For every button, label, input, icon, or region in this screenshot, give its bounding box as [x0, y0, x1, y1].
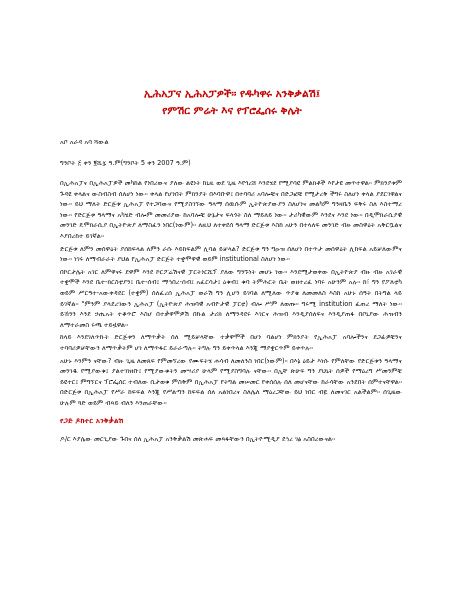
document-title: [0, 86, 464, 120]
section-heading: የጋድ ዶክተር አንቅቃልሽ: [60, 416, 124, 426]
title-line-2: የምሽር ምሬት እና የፕሮፌሰሩ ቅሌት: [162, 105, 302, 117]
date-line: ግንቦት ፭ ቀን ፪ሺ፯ ዓ.ም(ግንቦት 5 ቀን 2007 ዓ.ም): [60, 159, 191, 167]
paragraph-4: ከላይ እንደገለጥኩት ድርጅቱን ለማጥቃት ሰለ ሚይቻላቸው ተቃዋሞች በሆነ ባልሆነ ምክንያት የኢሕአፓ አባሎችንና ደጋፊዎቹንና ተባባሪዎቻቸውን ለማጥቃትም ሆነ ለማጥፋር ይራራጣሉ፡፡ ትግሉ ግን ይቀጥላል እንጂ ማያቋርጥም ይቀጥሉ፡፡: [60, 333, 402, 352]
paragraph-1: በኢሕአፓና በኢሕአፓዎች መካከል የነበረውና ያለው ልዩነት ከኒዚ ወደ ጊዜ እየጎረሸ እንደሄደ የሚያሳዩ ምልክቶች እየታዩ መጥተዋል፡፡ ምክንያቱም ጉዳዩ ቀላልና ውስብስብ ሰለሆነ ነው፡፡ ቀላል የሆነበት ምክንያት በእባቡዋ፤ በተባባሪ አባሎቹና በድጋፎቹ የሚታረቅ ችግሩ ስለሆነ ቀላል ያደርገዋልና ነው፡፡ ይህ ማለት ድርጅቱ ኢሕአፓ የተጋባውና የሚያስገኘው ዓላማ ሰዉሱም ኢትዮጵያውያን ስለሆነና መልካም ግንዛቤን ፍቅሩ ስለ እስተማረ ነው፡፡ የድርጅቱ ዓላማና አካሄድ ብሎም መመሪያው ከአባሎቹ ሁኔታና ፍላጎት ስለ ማይለይ ነው፡፡ ታሪካዊውም እንደና እንደ ነው፡፡ በዲሞክራሲያዊ መንገድ ዴሞክራሲያ በኢትዮጵያ ለማስፈን ነበር(ነውም)፡፡ ለዚህ ለተቀደሰ ዓላማ ድርጅቱ እስከ አሁን በተላለፍ መንገድ ብዙ መስዋዕት አቅርቧልና እያበረከተ ይገኛል፡፡: [60, 179, 402, 240]
paragraph-3: በኮርታሌት አገር ለምዋናሩ ደዋም እንደ ኮርፖሬሽናዊ ፓርትነርሺፕ ያለው ግንኙነት መሆኑ ነው፡፡ እንደሚታወቀው በኢትዮጵያ ብዙ ብዙ አገራዊ ተቋሞች እንደ ቤተ-ክርስቲያን፤ ቤተ-ሰብ፤ ማኅበረ-ሰብ፤ አፈርሳታ፤ ዕቁብ፤ ቁባ ትምሕርት ቤት ወዘተረፈ ነባሩ አሁንም አሉ፡፡ ከ፣ ግን የፖለቲካ ወይም ሥርዓተ-አውቀዳደር (ተቋም) ሰለፈረሰ ኢሕአፓ ወራሽ ግን ሊሆን ይገባል ለሚለው ጥያቄ ለመመለስ እስከ አሁኑ ሰዓት በትግል ላይ ይገኛል፡፡ "ምንም ያላደረገውን ኢሕአፓ (ኢትዮጵያ ሕዝባዊ አብዮታዊ ፓርቲ) ብሎ ሥም ለወጡ፡፡ ግሩሚ institution ፈጠረ ማለት ነው፡፡ ይኸንን እንደ ኃጢአት ተቆጥሮ እስሆ በተቃዋሞዎሽ በኩል ታሪክ ለማንዳደሩ እገርና ሕዝብ እንዲያሰለፍና እንዲያጠፋ በቦኒያው ሕዝብን ለማተራመስ ሩጫ ተይዟዋል፡፡: [60, 267, 402, 329]
paragraph-5: አሁኑ እንምን ናቸው? ብዙ ጊዜ ለመጸፍ የምመኘረው የሙፍትሄ ሐሳብ ለመለንስ ነበር(ነውም)፡፡ በእኔ ዕይታ እነሱ የምለቸው የድርጅቱን ዓላማና መንገዱ የሚያውቁ፤ ያልተገነዘቡ፤ የሚያውቁትን መሣሪያ ሁላም የሚያስግባሉ ናቸው፡፡ በኢቸ ጽሁፍ ግን ያህኒት ሰዎች የማዕረግ ሥመንምቹ ይዩተር፤ ምግኘርና ፕሮፌሰር ተብለው ቢታወቁ ምስቅም በኢሕአፓ የትግል መሠመር የቀሰሰሉ ሰለ መሆናቸው ከራሳቸው አንደበት ሰምተናቸዋል፡፡ በድርጅቱ በኢሕአፓ የሥራ ከፍፍል እንጂ የሥልጣን ከፍፍል ሰለ አልነበረና ስለሌለ ማዕረጋቸው ይህ ነበር ብዬ ለመናገር አልችልም፡፡ ሰጊዜው ሁሉም ጓድ ወይም ብጻይ ብለን እንጠራቸው፡፡: [60, 356, 402, 407]
title-line-1: ኢሕአፓና ኢሕአፓዎች፡፡ የዱካዋሩ አንቅቃልሽ፤: [143, 88, 321, 100]
paragraph-2: ድርጅቱ ለምን መሰዋዕት ያሰከፍላል ለምን ራሱ እይከፍልም ሊባል ይቻላል? ድርጅቱ ግን ግዑዝ ሰለሆነ በተጥታ መሰዋዕት ሊከፍል አይቻለውምና ነው፡፡ ነገሩ ለማብራራት ያህል የኢሕአፓ ድርጅት ተቋሞዋዊ ወይም institutional ስለሆነ ነው፡፡: [60, 244, 402, 264]
document-body: [60, 138, 402, 447]
author-line: አቦ አራዳ አባ ሻውል: [60, 138, 109, 146]
paragraph-6: ዶ/ር እያሌው መርጊያው ጉበና ሰለ ኢሕአፓ አንቅቃልሽ መጽሐፍ መጻፋቸውን በኢትዮሚዲያ ደኅረ ገፅ አስበረውናል፡፡: [60, 435, 336, 444]
